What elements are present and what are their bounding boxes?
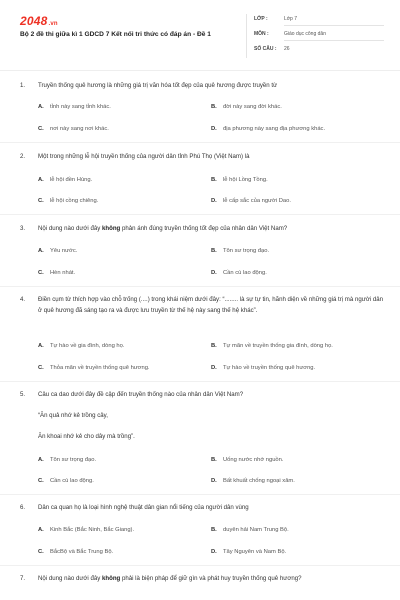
option-4a[interactable]: A. Tự hào về gia đình, dòng họ.: [38, 343, 125, 349]
question-divider: [0, 565, 400, 566]
question-text: Nội dung nào dưới đây không phản ánh đúng truyền thống tốt đẹp của nhân dân Việt Nam?: [38, 225, 288, 232]
question-number: 3.: [20, 225, 26, 232]
document-header: [0, 0, 400, 64]
question-text: Câu ca dao dưới đây đề cập đến truyền thống nào của nhân dân Việt Nam?: [38, 391, 244, 398]
question-7: [20, 573, 384, 584]
page-fade: [0, 590, 400, 600]
option-5b[interactable]: B. Uống nước nhớ nguồn.: [211, 457, 284, 463]
question-divider: [0, 142, 400, 143]
header-separator: [0, 70, 400, 71]
option-6b[interactable]: B. duyên hải Nam Trung Bộ.: [211, 527, 289, 533]
question-number: 6.: [20, 504, 26, 511]
meta-rule: [284, 25, 384, 26]
question-6: [20, 502, 384, 513]
question-text: Điền cụm từ thích hợp vào chỗ trống (....) trong khái niệm dưới đây: “........ là sự tự tin, hãnh diện về những giá trị mà người dân ở quê hương đã sáng tạo ra và được lưu truyền từ thế hệ này sang thế hệ khác”.: [38, 296, 384, 314]
question-3: [20, 223, 384, 234]
option-2c[interactable]: C. lễ hội cồng chiêng.: [38, 198, 99, 204]
question-text: Một trong những lễ hội truyền thống của người dân tỉnh Phú Thọ (Việt Nam) là: [38, 153, 250, 160]
meta-grade-key: LỚP :: [254, 16, 268, 22]
meta-subject-value: Giáo dục công dân: [284, 31, 326, 37]
option-5c[interactable]: C. Cần cù lao động.: [38, 478, 94, 484]
question-divider: [0, 214, 400, 215]
question-text: Truyền thống quê hương là những giá trị văn hóa tốt đẹp của quê hương được truyền từ: [38, 82, 278, 89]
option-1b[interactable]: B. đời này sang đời khác.: [211, 104, 282, 110]
document-title: Bộ 2 đề thi giữa kì 1 GDCD 7 Kết nối tri thức có đáp án - Đề 1: [20, 31, 211, 38]
question-divider: [0, 381, 400, 382]
meta-grade-value: Lớp 7: [284, 16, 298, 22]
meta-count-key: SỐ CÂU :: [254, 46, 277, 52]
site-logo[interactable]: 2048.vn: [20, 14, 58, 28]
header-divider: [246, 14, 247, 58]
option-6c[interactable]: C. BắcBộ và Bắc Trung Bộ.: [38, 549, 114, 555]
question-2: [20, 151, 384, 162]
question-number: 7.: [20, 575, 26, 582]
option-1d[interactable]: D. địa phương này sang địa phương khác.: [211, 126, 326, 132]
option-1a[interactable]: A. tỉnh này sang tỉnh khác.: [38, 104, 111, 110]
option-3b[interactable]: B. Tôn sư trọng đạo.: [211, 248, 270, 254]
option-2d[interactable]: D. lễ cấp sắc của người Dao.: [211, 198, 291, 204]
option-2a[interactable]: A. lễ hội đền Hùng.: [38, 177, 93, 183]
option-3d[interactable]: D. Cần cù lao động.: [211, 270, 267, 276]
question-divider: [0, 286, 400, 287]
verse-line-2: Ăn khoai nhớ kẻ cho dây mà trồng”.: [38, 433, 135, 440]
meta-grade: [254, 16, 384, 28]
option-4b[interactable]: B. Tự mãn về truyền thống gia đình, dòng họ.: [211, 343, 333, 349]
question-number: 2.: [20, 153, 26, 160]
question-1: [20, 80, 384, 91]
meta-subject-key: MÔN :: [254, 31, 269, 37]
option-6a[interactable]: A. Kinh Bắc (Bắc Ninh, Bắc Giang).: [38, 527, 135, 533]
option-3a[interactable]: A. Yêu nước.: [38, 248, 78, 254]
option-4c[interactable]: C. Thỏa mãn về truyền thống quê hương.: [38, 365, 150, 371]
option-6d[interactable]: D. Tây Nguyên và Nam Bộ.: [211, 549, 287, 555]
meta-subject: [254, 31, 384, 43]
question-number: 1.: [20, 82, 26, 89]
verse-line-1: “Ăn quả nhớ kẻ trồng cây,: [38, 412, 108, 419]
question-text: Nội dung nào dưới đây không phải là biện pháp để giữ gìn và phát huy truyền thống quê hương?: [38, 575, 302, 582]
meta-rule: [284, 40, 384, 41]
option-2b[interactable]: B. lễ hội Lồng Tồng.: [211, 177, 268, 183]
question-number: 5.: [20, 391, 26, 398]
question-5: [20, 389, 384, 400]
meta-count-value: 26: [284, 46, 290, 52]
meta-count: [254, 46, 384, 58]
question-number: 4.: [20, 296, 26, 303]
option-3c[interactable]: C. Hèn nhát.: [38, 270, 76, 276]
question-text: Dân ca quan họ là loại hình nghệ thuật dân gian nổi tiếng của người dân vùng: [38, 504, 249, 511]
option-1c[interactable]: C. nơi này sang nơi khác.: [38, 126, 109, 132]
option-5a[interactable]: A. Tôn sư trọng đạo.: [38, 457, 97, 463]
option-4d[interactable]: D. Tự hào về truyền thống quê hương.: [211, 365, 316, 371]
option-5d[interactable]: D. Bất khuất chống ngoại xâm.: [211, 478, 295, 484]
question-divider: [0, 494, 400, 495]
question-4: [20, 294, 384, 327]
